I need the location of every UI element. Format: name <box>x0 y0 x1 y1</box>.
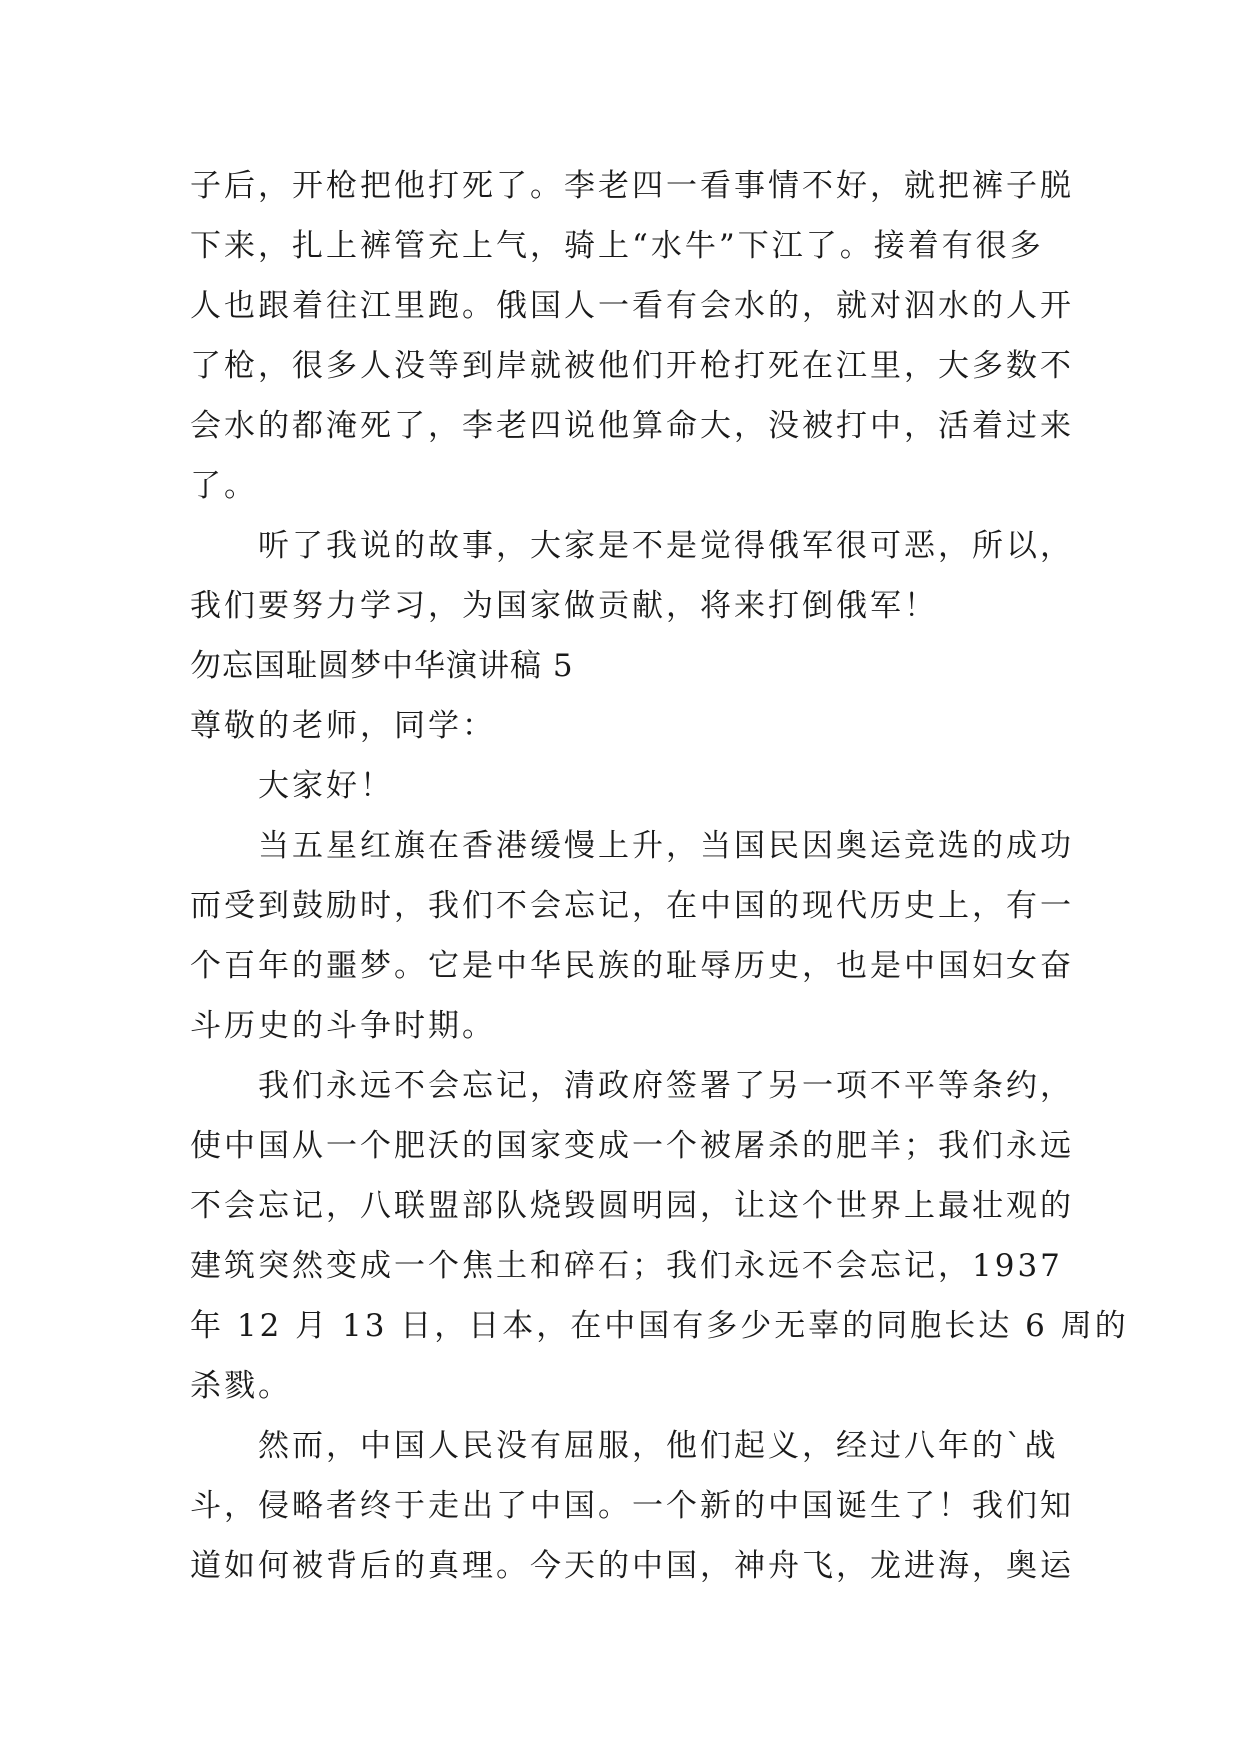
body-text-line: 我们要努力学习，为国家做贡献，将来打倒俄军！ <box>190 588 938 624</box>
body-text-line: 不会忘记，八联盟部队烧毁圆明园，让这个世界上最壮观的 <box>190 1188 1074 1224</box>
paragraph-first-line: 然而，中国人民没有屈服，他们起义，经过八年的`战 <box>258 1428 1059 1464</box>
body-text-line: 人也跟着往江里跑。俄国人一看有会水的，就对泅水的人开 <box>190 288 1074 324</box>
body-text-line: 斗历史的斗争时期。 <box>190 1008 496 1044</box>
body-text-line: 下来，扎上裤管充上气，骑上“水牛”下江了。接着有很多 <box>190 228 1044 264</box>
body-text-line: 道如何被背后的真理。今天的中国，神舟飞，龙进海，奥运 <box>190 1548 1074 1584</box>
greeting: 大家好！ <box>258 768 394 804</box>
section-heading: 勿忘国耻圆梦中华演讲稿 5 <box>190 648 574 684</box>
paragraph-first-line: 我们永远不会忘记，清政府签署了另一项不平等条约， <box>258 1068 1074 1104</box>
body-text-line: 斗，侵略者终于走出了中国。一个新的中国诞生了！我们知 <box>190 1488 1074 1524</box>
body-text-line: 会水的都淹死了，李老四说他算命大，没被打中，活着过来 <box>190 408 1074 444</box>
body-text-line: 子后，开枪把他打死了。李老四一看事情不好，就把裤子脱 <box>190 168 1074 204</box>
body-text-line: 而受到鼓励时，我们不会忘记，在中国的现代历史上，有一 <box>190 888 1074 924</box>
body-text-line: 杀戮。 <box>190 1368 292 1404</box>
salutation: 尊敬的老师，同学： <box>190 708 496 744</box>
body-text-line: 个百年的噩梦。它是中华民族的耻辱历史，也是中国妇女奋 <box>190 948 1074 984</box>
body-text-line: 了枪，很多人没等到岸就被他们开枪打死在江里，大多数不 <box>190 348 1074 384</box>
body-text-line: 使中国从一个肥沃的国家变成一个被屠杀的肥羊；我们永远 <box>190 1128 1074 1164</box>
body-text-line: 了。 <box>190 468 258 504</box>
body-text-line: 年 12 月 13 日，日本，在中国有多少无辜的同胞长达 6 周的 <box>190 1308 1129 1344</box>
paragraph-first-line: 当五星红旗在香港缓慢上升，当国民因奥运竞选的成功 <box>258 828 1074 864</box>
paragraph-first-line: 听了我说的故事，大家是不是觉得俄军很可恶，所以， <box>258 528 1074 564</box>
body-text-line: 建筑突然变成一个焦土和碎石；我们永远不会忘记，1937 <box>190 1248 1063 1284</box>
